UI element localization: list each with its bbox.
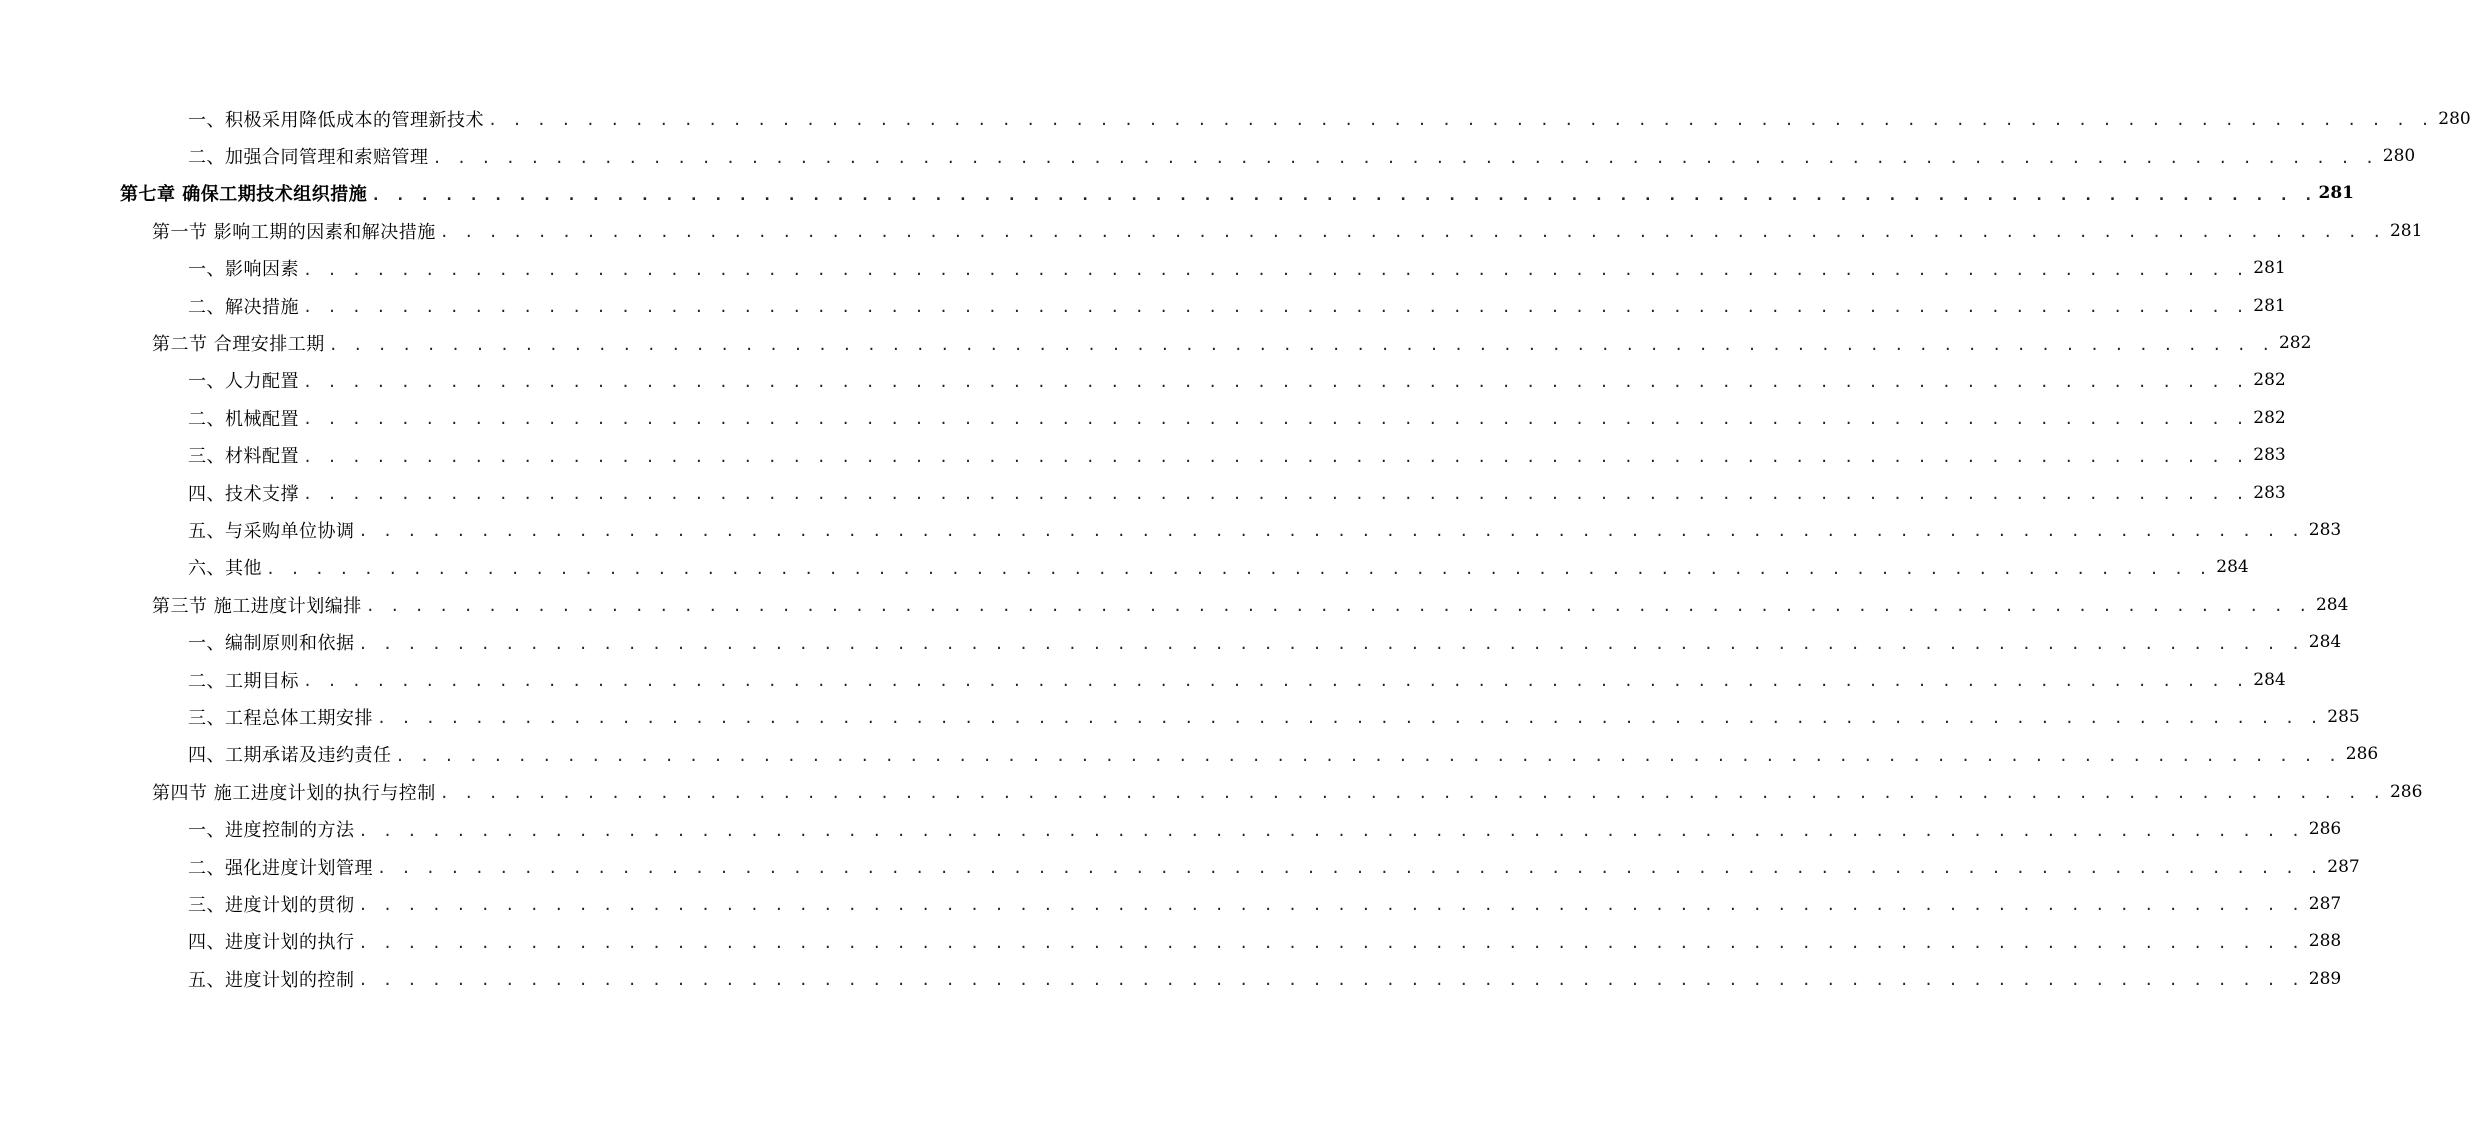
toc-entry-number: 三、: [188, 894, 225, 916]
toc-entry-page-number: 287: [2308, 893, 2342, 914]
toc-entry-text: 确保工期技术组织措施: [182, 184, 368, 206]
toc-entry-title: [188, 554, 266, 580]
toc-entry-title: [188, 741, 396, 767]
toc-entry-title: [120, 180, 371, 206]
toc-entry-number: 五、: [188, 520, 225, 542]
toc-entry-page-number: 281: [2253, 295, 2286, 316]
toc-entry-page-number: 282: [2278, 333, 2312, 354]
toc-entry-text: 编制原则和依据: [225, 633, 355, 655]
toc-entry-item[interactable]: [0, 885, 2342, 922]
toc-entry-text: 积极采用降低成本的管理新技术: [225, 109, 484, 131]
toc-entry-text: 合理安排工期: [213, 334, 325, 356]
toc-entry-item[interactable]: [0, 923, 2342, 960]
toc-dot-leader: . . . . . . . . . . . . . . . . . . . . . . . . . . . . . . . . . . . . . . . . . . . . . . . . . . . . . . . . . . . . . . . . . . . . . . . . . . . . . . . .: [303, 410, 2248, 429]
toc-entry-text: 机械配置: [225, 408, 299, 430]
toc-entry-number: 一、: [188, 109, 225, 131]
toc-entry-number: 三、: [188, 707, 225, 729]
toc-entry-number: 三、: [188, 446, 225, 468]
toc-dot-leader: . . . . . . . . . . . . . . . . . . . . . . . . . . . . . . . . . . . . . . . . . . . . . . . . . . . . . . . . . . . . . . . . . . . . . . . . . . . . . . . .: [439, 784, 2385, 803]
toc-dot-leader: . . . . . . . . . . . . . . . . . . . . . . . . . . . . . . . . . . . . . . . . . . . . . . . . . . . . . . . . . . . . . . . . . . . . . . . . . . . . . . . .: [303, 260, 2248, 279]
toc-entry-item[interactable]: [0, 960, 2342, 997]
toc-entry-title: [188, 517, 359, 543]
toc-entry-page-number: 287: [2327, 856, 2360, 877]
toc-entry-page-number: 289: [2308, 968, 2342, 989]
toc-entry-item[interactable]: [0, 474, 2286, 511]
toc-entry-item[interactable]: [0, 437, 2286, 474]
toc-entry-number: 第七章: [120, 184, 176, 206]
toc-entry-text: 技术支撑: [225, 483, 299, 505]
toc-entry-title: [188, 966, 359, 992]
toc-entry-title: [188, 629, 359, 655]
toc-entry-title: [188, 816, 359, 842]
toc-entry-title: [188, 106, 488, 132]
toc-entry-item[interactable]: [0, 250, 2286, 287]
toc-entry-item[interactable]: [0, 810, 2342, 847]
toc-entry-number: 一、: [188, 633, 225, 655]
toc-entry-text: 与采购单位协调: [225, 520, 355, 542]
toc-entry-text: 强化进度计划管理: [225, 857, 373, 879]
toc-entry-title: [188, 255, 303, 281]
toc-dot-leader: . . . . . . . . . . . . . . . . . . . . . . . . . . . . . . . . . . . . . . . . . . . . . . . . . . . . . . . . . . . . . . . . . . . . . . . . . . . . . . . .: [371, 185, 2316, 204]
toc-entry-title: [188, 367, 303, 393]
toc-entry-page-number: 281: [2253, 258, 2286, 279]
toc-entry-item[interactable]: [0, 848, 2360, 885]
toc-entry-number: 第四节: [152, 782, 208, 804]
toc-entry-number: 二、: [188, 147, 225, 169]
toc-entry-title: [188, 293, 303, 319]
toc-dot-leader: . . . . . . . . . . . . . . . . . . . . . . . . . . . . . . . . . . . . . . . . . . . . . . . . . . . . . . . . . . . . . . . . . . . . . . . . . . . . . . . .: [358, 821, 2304, 840]
table-of-contents: [0, 100, 2471, 997]
toc-entry-page-number: 283: [2253, 445, 2286, 466]
toc-entry-item[interactable]: [0, 698, 2360, 735]
toc-entry-item[interactable]: [0, 661, 2286, 698]
toc-dot-leader: . . . . . . . . . . . . . . . . . . . . . . . . . . . . . . . . . . . . . . . . . . . . . . . . . . . . . . . . . . . . . . . . . . . . . . . . . . . . . . . .: [432, 148, 2378, 167]
toc-dot-leader: . . . . . . . . . . . . . . . . . . . . . . . . . . . . . . . . . . . . . . . . . . . . . . . . . . . . . . . . . . . . . . . . . . . . . . . . . . . . . . . .: [303, 447, 2248, 466]
toc-entry-number: 一、: [188, 371, 225, 393]
toc-entry-text: 进度计划的控制: [225, 969, 355, 991]
toc-entry-item[interactable]: [0, 623, 2342, 660]
toc-entry-chapter[interactable]: [0, 175, 2354, 212]
toc-entry-number: 四、: [188, 745, 225, 767]
toc-entry-number: 二、: [188, 857, 225, 879]
toc-entry-item[interactable]: [0, 399, 2286, 436]
toc-entry-number: 第一节: [152, 221, 208, 243]
toc-entry-number: 二、: [188, 296, 225, 318]
toc-dot-leader: . . . . . . . . . . . . . . . . . . . . . . . . . . . . . . . . . . . . . . . . . . . . . . . . . . . . . . . . . . . . . . . . . . . . . . . . . . . . . . . .: [358, 971, 2304, 990]
toc-entry-title: [152, 779, 440, 805]
toc-entry-page-number: 286: [2389, 781, 2423, 802]
toc-dot-leader: . . . . . . . . . . . . . . . . . . . . . . . . . . . . . . . . . . . . . . . . . . . . . . . . . . . . . . . . . . . . . . . . . . . . . . . . . . . . . . . .: [358, 933, 2304, 952]
toc-dot-leader: . . . . . . . . . . . . . . . . . . . . . . . . . . . . . . . . . . . . . . . . . . . . . . . . . . . . . . . . . . . . . . . . . . . . . . . . . . . . . . . .: [488, 111, 2433, 130]
toc-entry-title: [188, 143, 433, 169]
toc-entry-section[interactable]: [0, 586, 2349, 623]
toc-dot-leader: . . . . . . . . . . . . . . . . . . . . . . . . . . . . . . . . . . . . . . . . . . . . . . . . . . . . . . . . . . . . . . . . . . . . . . . . . . . . . . . .: [303, 485, 2248, 504]
toc-entry-number: 四、: [188, 932, 225, 954]
toc-entry-title: [152, 592, 366, 618]
toc-entry-number: 六、: [188, 558, 225, 580]
toc-dot-leader: . . . . . . . . . . . . . . . . . . . . . . . . . . . . . . . . . . . . . . . . . . . . . . . . . . . . . . . . . . . . . . . . . . . . . . . . . . . . . . . .: [439, 223, 2385, 242]
toc-entry-title: [188, 891, 359, 917]
toc-entry-text: 进度控制的方法: [225, 820, 355, 842]
toc-entry-text: 解决措施: [225, 296, 299, 318]
toc-entry-number: 四、: [188, 483, 225, 505]
toc-entry-item[interactable]: [0, 137, 2416, 174]
toc-entry-text: 人力配置: [225, 371, 299, 393]
toc-dot-leader: . . . . . . . . . . . . . . . . . . . . . . . . . . . . . . . . . . . . . . . . . . . . . . . . . . . . . . . . . . . . . . . . . . . . . . . . . . . . . . . .: [377, 859, 2322, 877]
toc-entry-title: [188, 480, 303, 506]
toc-entry-page-number: 288: [2308, 931, 2342, 952]
toc-entry-text: 其他: [225, 558, 262, 580]
toc-entry-page-number: 284: [2216, 557, 2249, 578]
toc-entry-item[interactable]: [0, 287, 2286, 324]
toc-entry-page-number: 286: [2345, 744, 2379, 765]
toc-entry-page-number: 282: [2253, 370, 2286, 391]
toc-entry-page-number: 281: [2318, 183, 2354, 204]
toc-entry-text: 施工进度计划的执行与控制: [213, 782, 436, 804]
toc-entry-title: [188, 704, 377, 730]
toc-entry-title: [152, 218, 440, 244]
toc-entry-number: 二、: [188, 670, 225, 692]
toc-entry-page-number: 283: [2253, 482, 2286, 503]
toc-entry-page-number: 284: [2308, 632, 2342, 653]
toc-entry-text: 影响因素: [225, 259, 299, 281]
toc-entry-text: 工期承诺及违约责任: [225, 745, 392, 767]
toc-entry-title: [188, 854, 377, 880]
toc-entry-item[interactable]: [0, 362, 2286, 399]
toc-entry-page-number: 284: [2315, 594, 2349, 615]
toc-dot-leader: . . . . . . . . . . . . . . . . . . . . . . . . . . . . . . . . . . . . . . . . . . . . . . . . . . . . . . . . . . . . . . . . . . . . . . . . . . . . . . . .: [303, 372, 2248, 391]
toc-entry-number: 一、: [188, 259, 225, 281]
toc-entry-title: [152, 330, 329, 356]
toc-entry-page-number: 280: [2438, 108, 2471, 129]
toc-dot-leader: . . . . . . . . . . . . . . . . . . . . . . . . . . . . . . . . . . . . . . . . . . . . . . . . . . . . . . . . . . . . . . . . . . . . . . . . . . . . . . . .: [358, 522, 2304, 541]
toc-dot-leader: . . . . . . . . . . . . . . . . . . . . . . . . . . . . . . . . . . . . . . . . . . . . . . . . . . . . . . . . . . . . . . . . . . . . . . . . . . . . . . . .: [365, 597, 2311, 616]
toc-entry-text: 加强合同管理和索赔管理: [225, 147, 429, 169]
toc-entry-item[interactable]: [0, 100, 2471, 137]
toc-entry-number: 二、: [188, 408, 225, 430]
toc-entry-number: 第二节: [152, 334, 208, 356]
toc-entry-text: 材料配置: [225, 446, 299, 468]
toc-entry-text: 进度计划的执行: [225, 932, 355, 954]
toc-dot-leader: . . . . . . . . . . . . . . . . . . . . . . . . . . . . . . . . . . . . . . . . . . . . . . . . . . . . . . . . . . . . . . . . . . . . . . . . . . . . . . . .: [395, 746, 2341, 765]
toc-entry-item[interactable]: [0, 736, 2379, 773]
toc-dot-leader: . . . . . . . . . . . . . . . . . . . . . . . . . . . . . . . . . . . . . . . . . . . . . . . . . . . . . . . . . . . . . . . . . . . . . . . . . . . . . . . .: [266, 559, 2211, 578]
toc-entry-title: [188, 442, 303, 468]
toc-entry-title: [188, 667, 303, 693]
toc-entry-text: 工期目标: [225, 670, 299, 692]
toc-dot-leader: . . . . . . . . . . . . . . . . . . . . . . . . . . . . . . . . . . . . . . . . . . . . . . . . . . . . . . . . . . . . . . . . . . . . . . . . . . . . . . . .: [303, 672, 2248, 691]
toc-dot-leader: . . . . . . . . . . . . . . . . . . . . . . . . . . . . . . . . . . . . . . . . . . . . . . . . . . . . . . . . . . . . . . . . . . . . . . . . . . . . . . . .: [358, 896, 2304, 915]
toc-entry-section[interactable]: [0, 773, 2423, 810]
toc-entry-text: 施工进度计划编排: [213, 595, 362, 617]
toc-entry-page-number: 283: [2308, 519, 2342, 540]
toc-entry-page-number: 282: [2253, 407, 2286, 428]
toc-entry-page-number: 280: [2382, 146, 2416, 167]
toc-entry-text: 进度计划的贯彻: [225, 894, 355, 916]
toc-entry-number: 五、: [188, 969, 225, 991]
toc-dot-leader: . . . . . . . . . . . . . . . . . . . . . . . . . . . . . . . . . . . . . . . . . . . . . . . . . . . . . . . . . . . . . . . . . . . . . . . . . . . . . . . .: [303, 298, 2248, 317]
toc-entry-text: 工程总体工期安排: [225, 707, 373, 729]
toc-entry-item[interactable]: [0, 511, 2342, 548]
toc-entry-title: [188, 928, 359, 954]
toc-entry-page-number: 286: [2308, 819, 2342, 840]
toc-entry-page-number: 284: [2253, 669, 2286, 690]
toc-entry-page-number: 281: [2389, 220, 2423, 241]
toc-entry-number: 一、: [188, 820, 225, 842]
toc-dot-leader: . . . . . . . . . . . . . . . . . . . . . . . . . . . . . . . . . . . . . . . . . . . . . . . . . . . . . . . . . . . . . . . . . . . . . . . . . . . . . . . .: [328, 335, 2274, 354]
toc-entry-text: 影响工期的因素和解决措施: [213, 221, 436, 243]
toc-entry-page-number: 285: [2327, 706, 2360, 727]
toc-entry-title: [188, 405, 303, 431]
toc-entry-item[interactable]: [0, 549, 2249, 586]
toc-dot-leader: . . . . . . . . . . . . . . . . . . . . . . . . . . . . . . . . . . . . . . . . . . . . . . . . . . . . . . . . . . . . . . . . . . . . . . . . . . . . . . . .: [358, 634, 2304, 653]
toc-entry-section[interactable]: [0, 212, 2423, 249]
toc-entry-section[interactable]: [0, 324, 2312, 361]
toc-dot-leader: . . . . . . . . . . . . . . . . . . . . . . . . . . . . . . . . . . . . . . . . . . . . . . . . . . . . . . . . . . . . . . . . . . . . . . . . . . . . . . . .: [377, 709, 2322, 728]
toc-entry-number: 第三节: [152, 595, 208, 617]
